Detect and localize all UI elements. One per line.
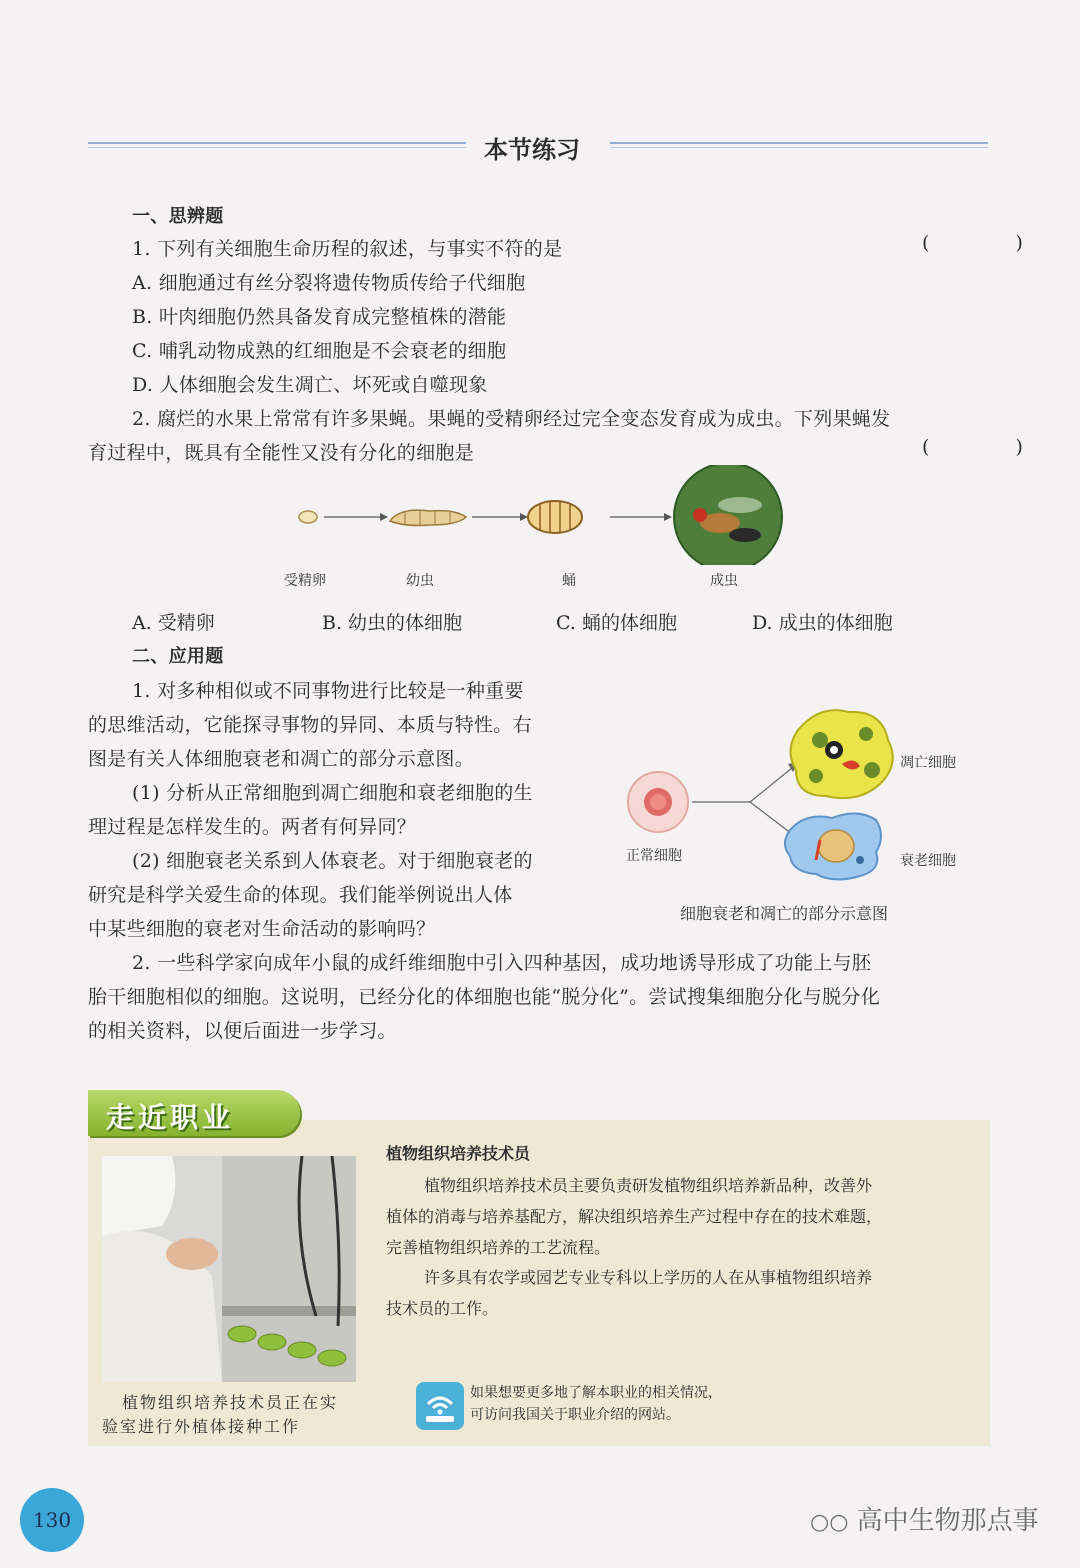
q1-stem: 1. 下列有关细胞生命历程的叙述，与事实不符的是 <box>132 238 563 260</box>
q1-answer-paren: ( ) <box>922 232 1063 254</box>
career-body-line3: 完善植物组织培养的工艺流程。 <box>386 1238 611 1257</box>
p2-q2-line2: 胎干细胞相似的细胞。这说明，已经分化的体细胞也能“脱分化”。尝试搜集细胞分化与脱分化 <box>88 986 881 1008</box>
p2-q1-line1: 1. 对多种相似或不同事物进行比较是一种重要 <box>132 680 524 702</box>
photo-caption-line2: 验室进行外植体接种工作 <box>102 1417 301 1436</box>
page-number-badge <box>20 1488 84 1552</box>
egg-image <box>299 511 317 523</box>
wifi-router-icon <box>416 1382 464 1430</box>
label-normal-cell: 正常细胞 <box>626 848 682 864</box>
p2-q1-sub2-line2: 研究是科学关爱生命的体现。我们能举例说出人体 <box>88 884 513 906</box>
q1-option-b: B. 叶肉细胞仍然具备发育成完整植株的潜能 <box>132 306 507 328</box>
fruitfly-lifecycle-figure <box>280 465 800 565</box>
q2-option-a: A. 受精卵 <box>132 612 215 634</box>
title-rule-right <box>610 142 988 148</box>
q1-option-c: C. 哺乳动物成熟的红细胞是不会衰老的细胞 <box>132 340 507 362</box>
watermark-text: 高中生物那点事 <box>856 1506 1039 1536</box>
label-aging-cell: 衰老细胞 <box>900 853 956 869</box>
career-body-line1: 植物组织培养技术员主要负责研发植物组织培养新品种，改善外 <box>424 1176 873 1195</box>
q2-answer-paren: ( ) <box>922 436 1063 458</box>
photo-caption-line1: 植物组织培养技术员正在实 <box>122 1393 339 1412</box>
q2-stem-line2: 育过程中，既具有全能性又没有分化的细胞是 <box>88 442 475 464</box>
p2-q2-line3: 的相关资料，以便后面进一步学习。 <box>88 1020 397 1042</box>
q2-option-d: D. 成虫的体细胞 <box>752 612 893 634</box>
p2-q1-sub2-line3: 中某些细胞的衰老对生命活动的影响吗？ <box>88 918 436 940</box>
section-title: 本节练习 <box>484 136 580 164</box>
part2-heading: 二、应用题 <box>132 646 224 667</box>
career-body-line2: 植体的消毒与培养基配方，解决组织培养生产过程中存在的技术难题， <box>386 1207 883 1226</box>
career-body-line4: 许多具有农学或园艺专业专科以上学历的人在从事植物组织培养 <box>424 1268 873 1287</box>
label-apoptotic-cell: 凋亡细胞 <box>900 755 956 771</box>
p2-q1-sub1-line1: (1) 分析从正常细胞到凋亡细胞和衰老细胞的生 <box>132 782 533 804</box>
page-number: 130 <box>32 1508 72 1532</box>
web-note-line1: 如果想要更多地了解本职业的相关情况， <box>470 1385 722 1401</box>
wechat-icon: ○○ <box>810 1510 849 1535</box>
watermark <box>810 1500 1039 1537</box>
career-title: 植物组织培养技术员 <box>386 1144 531 1163</box>
career-badge-label: 走近职业 <box>106 1101 235 1134</box>
q1-option-d: D. 人体细胞会发生凋亡、坏死或自噬现象 <box>132 374 488 396</box>
p2-q1-sub2-line1: (2) 细胞衰老关系到人体衰老。对于细胞衰老的 <box>132 850 533 872</box>
career-badge <box>88 1090 300 1136</box>
career-body-line5: 技术员的工作。 <box>386 1299 499 1318</box>
p2-q2-line1: 2. 一些科学家向成年小鼠的成纤维细胞中引入四种基因，成功地诱导形成了功能上与胚 <box>132 952 872 974</box>
title-rule-left <box>88 142 466 148</box>
part1-heading: 一、思辨题 <box>132 206 224 227</box>
larva-image <box>390 510 466 525</box>
arrow-to-apoptotic <box>750 768 792 802</box>
arrow-to-aging <box>750 802 792 834</box>
q2-stem-line1: 2. 腐烂的水果上常常有许多果蝇。果蝇的受精卵经过完全变态发育成为成虫。下列果蝇发 <box>132 408 891 430</box>
stage-label-pupa: 蛹 <box>562 573 576 589</box>
stage-label-larva: 幼虫 <box>406 573 434 589</box>
figure-caption: 细胞衰老和凋亡的部分示意图 <box>680 904 889 923</box>
p2-q1-sub1-line2: 理过程是怎样发生的。两者有何异同？ <box>88 816 417 838</box>
stage-label-egg: 受精卵 <box>284 573 326 589</box>
p2-q1-line2: 的思维活动，它能探寻事物的异同、本质与特性。右 <box>88 714 532 736</box>
lab-photo <box>102 1156 356 1382</box>
pupa-image <box>528 501 582 533</box>
stage-label-adult: 成虫 <box>710 573 738 589</box>
q2-option-c: C. 蛹的体细胞 <box>556 612 677 634</box>
q1-option-a: A. 细胞通过有丝分裂将遗传物质传给子代细胞 <box>132 272 526 294</box>
p2-q1-line3: 图是有关人体细胞衰老和凋亡的部分示意图。 <box>88 748 475 770</box>
web-note-line2: 可访问我国关于职业介绍的网站。 <box>470 1407 680 1423</box>
q2-option-b: B. 幼虫的体细胞 <box>322 612 463 634</box>
